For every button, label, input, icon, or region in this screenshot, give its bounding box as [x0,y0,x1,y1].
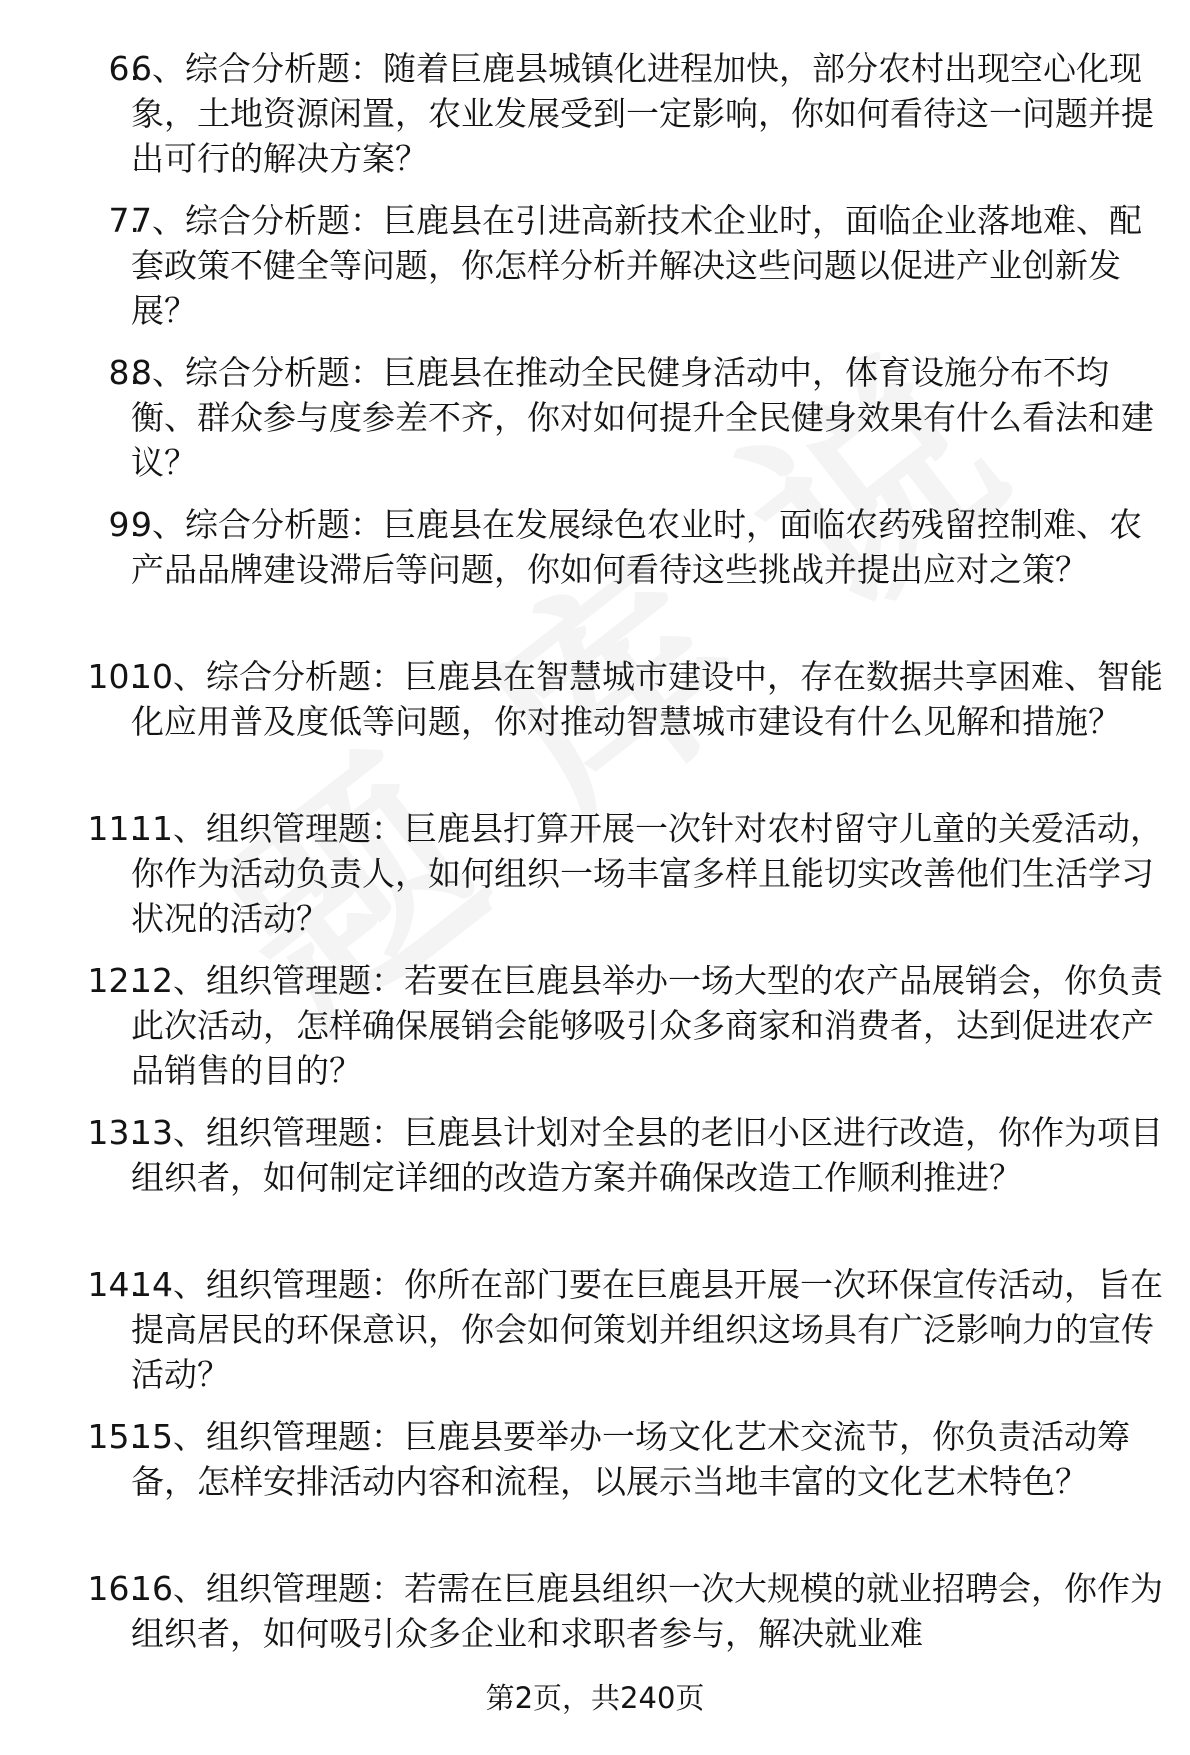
question-number: 14. [87,1265,140,1304]
question-text: 10、综合分析题：巨鹿县在智慧城市建设中，存在数据共享困难、智能化应用普及度低等问题，你对推动智慧城市建设有什么见解和措施？ [131,657,1163,741]
question-list [0,46,1190,1718]
question-number: 8. [108,353,140,392]
question-number: 10. [87,657,140,696]
question-number: 11. [87,809,140,848]
question-item [0,350,1190,502]
question-number: 15. [87,1417,140,1456]
question-text: 7、综合分析题：巨鹿县在引进高新技术企业时，面临企业落地难、配套政策不健全等问题，你怎样分析并解决这些问题以促进产业创新发展？ [131,201,1142,330]
question-number: 13. [87,1113,140,1152]
question-text: 12、组织管理题：若要在巨鹿县举办一场大型的农产品展销会，你负责此次活动，怎样确保展销会能够吸引众多商家和消费者，达到促进农产品销售的目的？ [131,961,1163,1090]
question-item [0,46,1190,198]
question-number: 12. [87,961,140,1000]
question-item [0,958,1190,1110]
question-text: 13、组织管理题：巨鹿县计划对全县的老旧小区进行改造，你作为项目组织者，如何制定详细的改造方案并确保改造工作顺利推进？ [131,1113,1163,1197]
question-item [0,198,1190,350]
question-text: 8、综合分析题：巨鹿县在推动全民健身活动中，体育设施分布不均衡、群众参与度参差不齐，你对如何提升全民健身效果有什么看法和建议？ [131,353,1154,482]
question-item [0,654,1190,806]
question-number: 9. [108,505,140,544]
page-footer [0,1678,1190,1718]
question-text: 9、综合分析题：巨鹿县在发展绿色农业时，面临农药残留控制难、农产品品牌建设滞后等问题，你如何看待这些挑战并提出应对之策？ [131,505,1142,589]
question-text: 14、组织管理题：你所在部门要在巨鹿县开展一次环保宣传活动，旨在提高居民的环保意识，你会如何策划并组织这场具有广泛影响力的宣传活动？ [131,1265,1163,1394]
question-item [0,1262,1190,1414]
question-item [0,1414,1190,1566]
question-item [0,502,1190,654]
question-item [0,806,1190,958]
question-text: 15、组织管理题：巨鹿县要举办一场文化艺术交流节，你负责活动筹备，怎样安排活动内容和流程，以展示当地丰富的文化艺术特色？ [131,1417,1130,1501]
question-item [0,1110,1190,1262]
question-text: 16、组织管理题：若需在巨鹿县组织一次大规模的就业招聘会，你作为组织者，如何吸引众多企业和求职者参与，解决就业难 [131,1569,1163,1653]
question-number: 6. [108,49,140,88]
question-number: 16. [87,1569,140,1608]
question-number: 7. [108,201,140,240]
question-text: 11、组织管理题：巨鹿县打算开展一次针对农村留守儿童的关爱活动，你作为活动负责人，如何组织一场丰富多样且能切实改善他们生活学习状况的活动？ [131,809,1163,938]
question-text: 6、综合分析题：随着巨鹿县城镇化进程加快，部分农村出现空心化现象，土地资源闲置，农业发展受到一定影响，你如何看待这一问题并提出可行的解决方案？ [131,49,1154,178]
page-number-label: 第2页，共240页 [485,1681,705,1715]
